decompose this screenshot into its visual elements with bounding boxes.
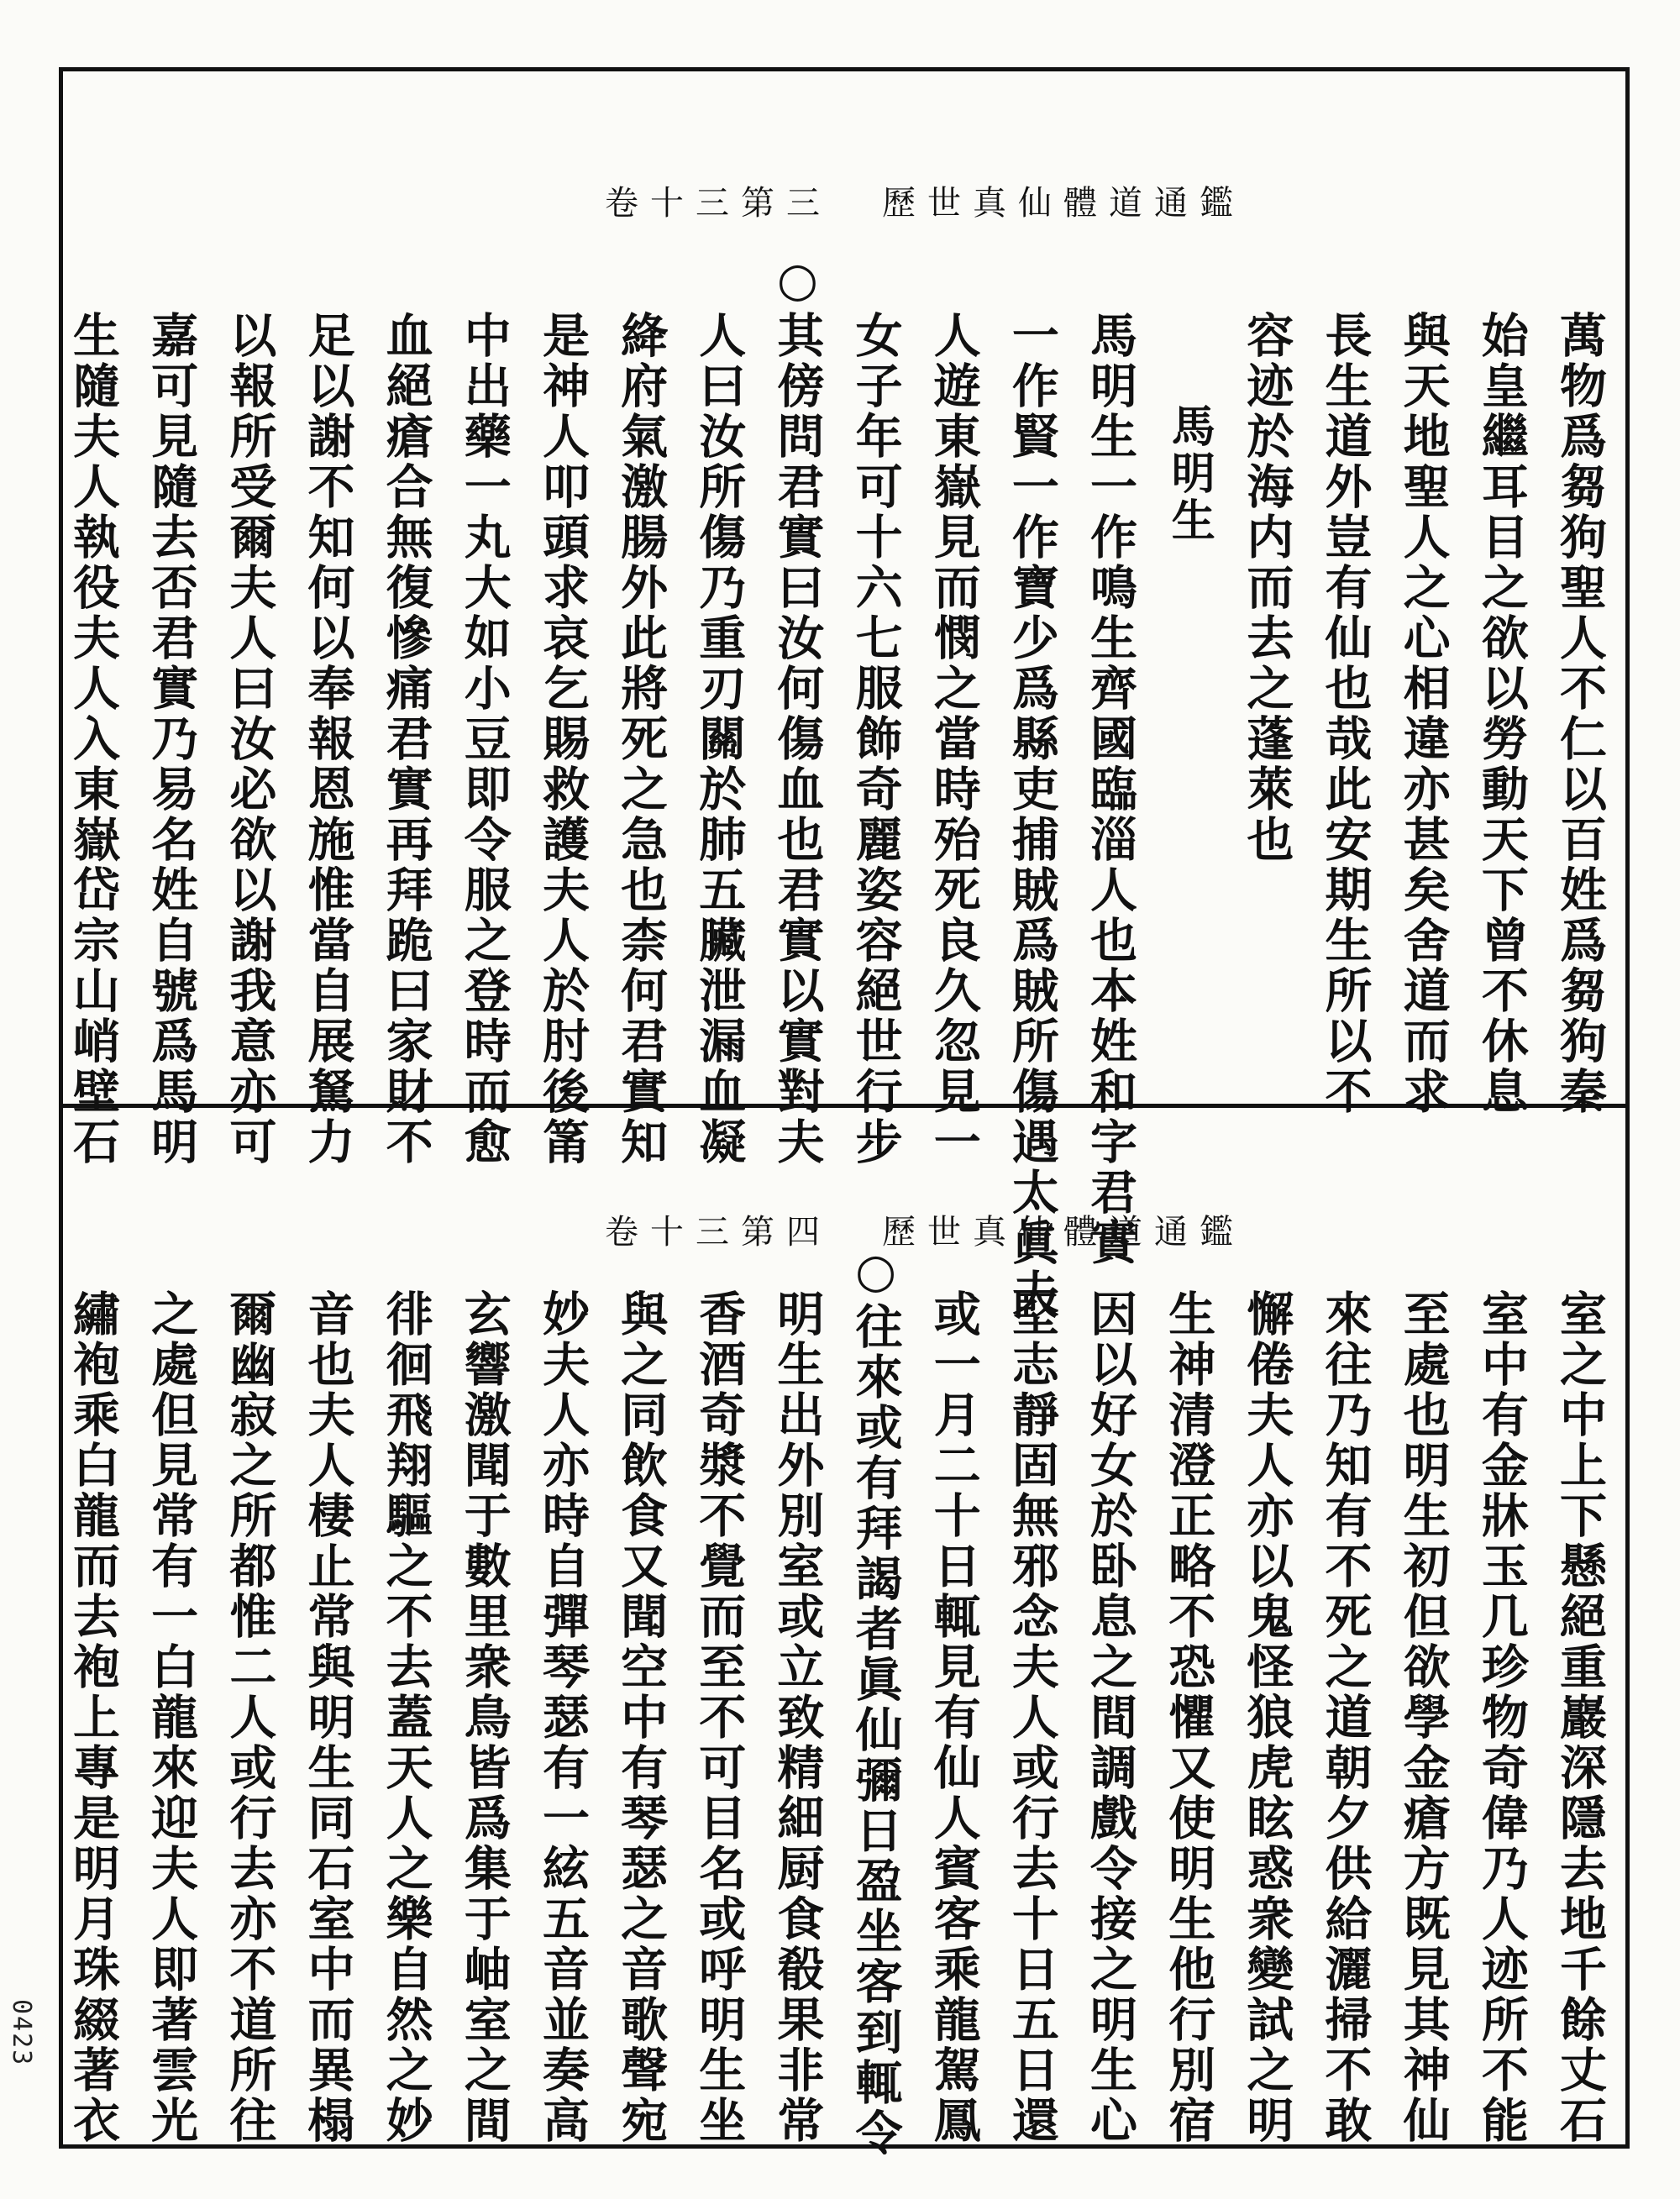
text-column: 或一月二十日輒見有仙人賓客乘龍駕鳳 <box>926 1289 982 2146</box>
text-column: 音也夫人棲止常與明生同石室中而異榻 <box>300 1289 356 2146</box>
text-column: 一作賢一作寶少爲縣吏捕賊爲賊所傷遇太眞夫 <box>1004 311 1060 1319</box>
text-column: 至處也明生初但欲學金瘡方既見其神仙 <box>1395 1289 1452 2146</box>
text-column: 中出藥一丸大如小豆即令服之登時而愈 <box>456 311 512 1168</box>
text-column: 妙夫人亦時自彈琴瑟有一絃五音並奏高 <box>534 1289 591 2146</box>
header-volume: 卷十三第四 <box>605 1213 832 1252</box>
text-column: 女子年可十六七服飾奇麗姿容絕世行步 <box>848 311 904 1168</box>
text-column: 長生道外豈有仙也哉此安期生所以不 <box>1317 311 1373 1117</box>
text-column: 來往乃知有不死之道朝夕供給灑掃不敢 <box>1317 1289 1373 2146</box>
text-column: 人遊東嶽見而憫之當時殆死良久忽見一 <box>926 311 982 1168</box>
section-title: 馬明生 <box>1163 403 1215 544</box>
text-column: 馬明生一作鳴生齊國臨淄人也本姓和字君實 <box>1083 311 1139 1268</box>
text-column: 因以好女於卧息之間調戲令接之明生心 <box>1083 1289 1139 2146</box>
text-column: 室之中上下懸絕重巖深隱去地千餘丈石 <box>1552 1289 1608 2146</box>
text-column: 絳府氣激腸外此將死之急也柰何君實知 <box>613 311 669 1168</box>
text-column: 生神清澄正略不恐懼又使明生他行別宿 <box>1161 1289 1217 2146</box>
page-frame <box>59 67 1630 2149</box>
text-column: 以報所受爾夫人曰汝必欲以謝我意亦可 <box>222 311 278 1168</box>
text-column: ○往來或有拜謁者眞仙彌日盈坐客到輒令 <box>848 1243 904 2159</box>
text-column: 堅志靜固無邪念夫人或行去十日五日還 <box>1004 1289 1060 2146</box>
panel-header <box>605 1205 1245 1253</box>
page-number: 0423 <box>7 1999 36 2067</box>
text-column: 萬物爲芻狗聖人不仁以百姓爲芻狗秦 <box>1552 311 1608 1117</box>
text-column: 徘徊飛翔驅之不去蓋天人之樂自然之妙 <box>378 1289 434 2146</box>
text-column: 與之同飲食又聞空中有琴瑟之音歌聲宛 <box>613 1289 669 2146</box>
text-column: 生隨夫人執役夫人入東嶽岱宗山峭壁石 <box>66 311 121 1168</box>
text-column: 嘉可見隨去否君實乃易名姓自號爲馬明 <box>144 311 200 1168</box>
text-column: 繡袍乘白龍而去袍上專是明月珠綴著衣 <box>66 1289 121 2146</box>
header-book-title: 歷世真仙體道通鑑 <box>882 184 1245 223</box>
text-column: 香酒奇漿不覺而至不可目名或呼明生坐 <box>691 1289 748 2146</box>
text-column: 人曰汝所傷乃重刃關於肺五臟泄漏血凝 <box>691 311 748 1168</box>
text-column: 爾幽寂之所都惟二人或行去亦不道所往 <box>222 1289 278 2146</box>
header-book-title: 歷世真仙體道通鑑 <box>882 1213 1245 1252</box>
text-column: 容迹於海内而去之蓬萊也 <box>1239 311 1295 865</box>
text-column: 血絕瘡合無復慘痛君實再拜跪曰家財不 <box>378 311 434 1168</box>
text-column: 足以謝不知何以奉報恩施惟當自展駑力 <box>300 311 356 1168</box>
header-volume: 卷十三第三 <box>605 184 832 223</box>
text-column: ○其傍問君實曰汝何傷血也君實以實對夫 <box>769 252 826 1168</box>
text-column: 始皇繼耳目之欲以勞動天下曾不休息 <box>1473 311 1530 1117</box>
text-column: 是神人叩頭求哀乞賜救護夫人於肘後筩 <box>534 311 591 1168</box>
panel-divider <box>59 1104 1630 1108</box>
text-column: 與天地聖人之心相違亦甚矣舍道而求 <box>1395 311 1452 1117</box>
text-column: 室中有金牀玉几珍物奇偉乃人迹所不能 <box>1473 1289 1530 2146</box>
text-column: 玄響激聞于數里衆鳥皆爲集于岫室之間 <box>456 1289 512 2146</box>
text-column: 之處但見常有一白龍來迎夫人即著雲光 <box>144 1289 200 2146</box>
text-column: 明生出外別室或立致精細厨食殽果非常 <box>769 1289 826 2146</box>
panel-header <box>605 176 1245 224</box>
text-column: 懈倦夫人亦以鬼怪狼虎眩惑衆變試之明 <box>1239 1289 1295 2146</box>
